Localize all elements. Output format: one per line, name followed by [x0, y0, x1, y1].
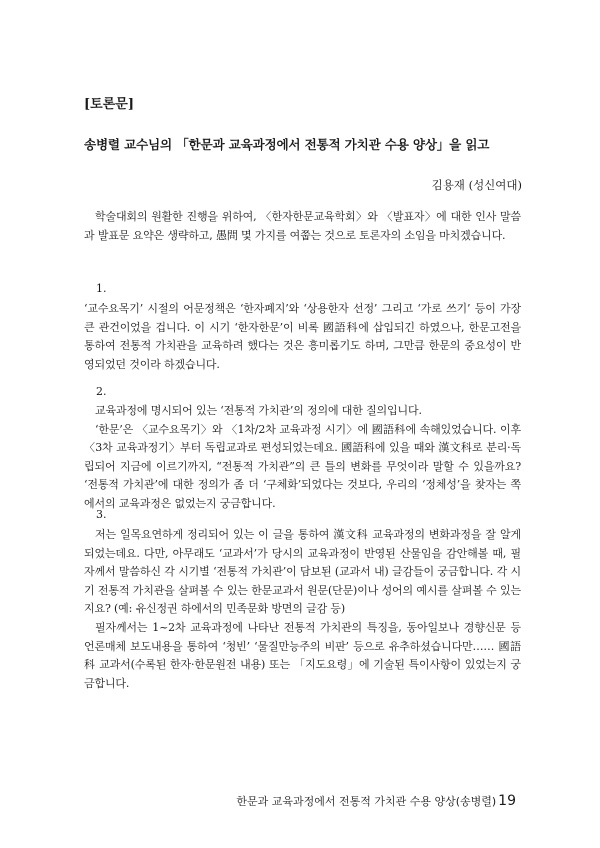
intro-block — [84, 208, 521, 245]
page-footer — [236, 793, 516, 809]
section-1-number: 1. — [96, 282, 107, 295]
section-3-paragraph-1: 저는 일목요연하게 정리되어 있는 이 글을 통하여 漢文科 교육과정의 변화과정을 잘 알게 되었는데요. 다만, 아무래도 ‘교과서’가 당시의 교육과정이 반영된 산물임을 감안해볼 때, 필자께서 말씀하신 각 시기별 ‘전통적 가치관’이 담보된 (교과서 내) 글감들이 궁금합니다. 각 시기 전통적 가치관을 살펴볼 수 있는 한문교과서 원문(단문)이나 성어의 예시를 살펴볼 수 있는지요? (예: 유신정권 하에서의 민족문화 방면의 글감 등) — [84, 528, 521, 616]
section-1-body — [84, 300, 521, 374]
document-label: [토론문] — [84, 97, 134, 112]
intro-paragraph: 학술대회의 원활한 진행을 위하여, 〈한자한문교육학회〉와 〈발표자〉에 대한 인사 말씀과 발표문 요약은 생략하고, 愚問 몇 가지를 여쭙는 것으로 토론자의 소임을 마치겠습니다. — [84, 210, 521, 242]
section-2-body — [84, 402, 521, 514]
section-1-paragraph-1: ‘교수요목기’ 시절의 어문정책은 ‘한자폐지’와 ‘상용한자 선정’ 그리고 ‘가로 쓰기’ 등이 가장 큰 관건이었을 겁니다. 이 시기 ‘한자한문’이 비록 國語科에 삽입되긴 하였으나, 한문고전을 통하여 전통적 가치관을 교육하려 했다는 것은 흥미롭기도 하며, 그만큼 한문의 중요성이 반영되었던 것이라 하겠습니다. — [84, 302, 521, 371]
section-3-body — [84, 526, 521, 693]
section-2-paragraph-2: ‘한문’은 〈교수요목기〉와 〈1차/2차 교육과정 시기〉에 國語科에 속해있었습니다. 이후 〈3차 교육과정기〉부터 독립교과로 편성되었는데요. 國語科에 있을 때와 漢文科로 분리·독립되어 지금에 이르기까지, “전통적 가치관”의 큰 틀의 변화를 무엇이라 말할 수 있을까요? ‘전통적 가치관’에 대한 정의가 좀 더 ‘구체화’되었다는 것보다, 우리의 ‘정체성’을 찾자는 쪽에서의 교육과정은 없었는지 궁금합니다. — [84, 422, 521, 510]
running-title: 한문과 교육과정에서 전통적 가치관 수용 양상(송병렬) — [236, 795, 497, 808]
section-3-number: 3. — [96, 508, 107, 521]
section-2-paragraph-1: 교육과정에 명시되어 있는 ‘전통적 가치관’의 정의에 대한 질의입니다. — [95, 404, 422, 417]
section-3-paragraph-2: 필자께서는 1~2차 교육과정에 나타난 전통적 가치관의 특징을, 동아일보나 경향신문 등 언론매체 보도내용을 통하여 ‘청빈’ ‘물질만능주의 비판’ 등으로 유추하셨습니다만…… 國語科 교과서(수록된 한자·한문원전 내용) 또는 「지도요령」에 기술된 특이사항이 있었는지 궁금합니다. — [84, 620, 521, 690]
section-2-number: 2. — [96, 385, 107, 398]
page-number: 19 — [498, 793, 516, 809]
document-title: 송병렬 교수님의 「한문과 교육과정에서 전통적 가치관 수용 양상」을 읽고 — [84, 137, 490, 152]
author-line: 김용재 (성신여대) — [431, 178, 522, 192]
